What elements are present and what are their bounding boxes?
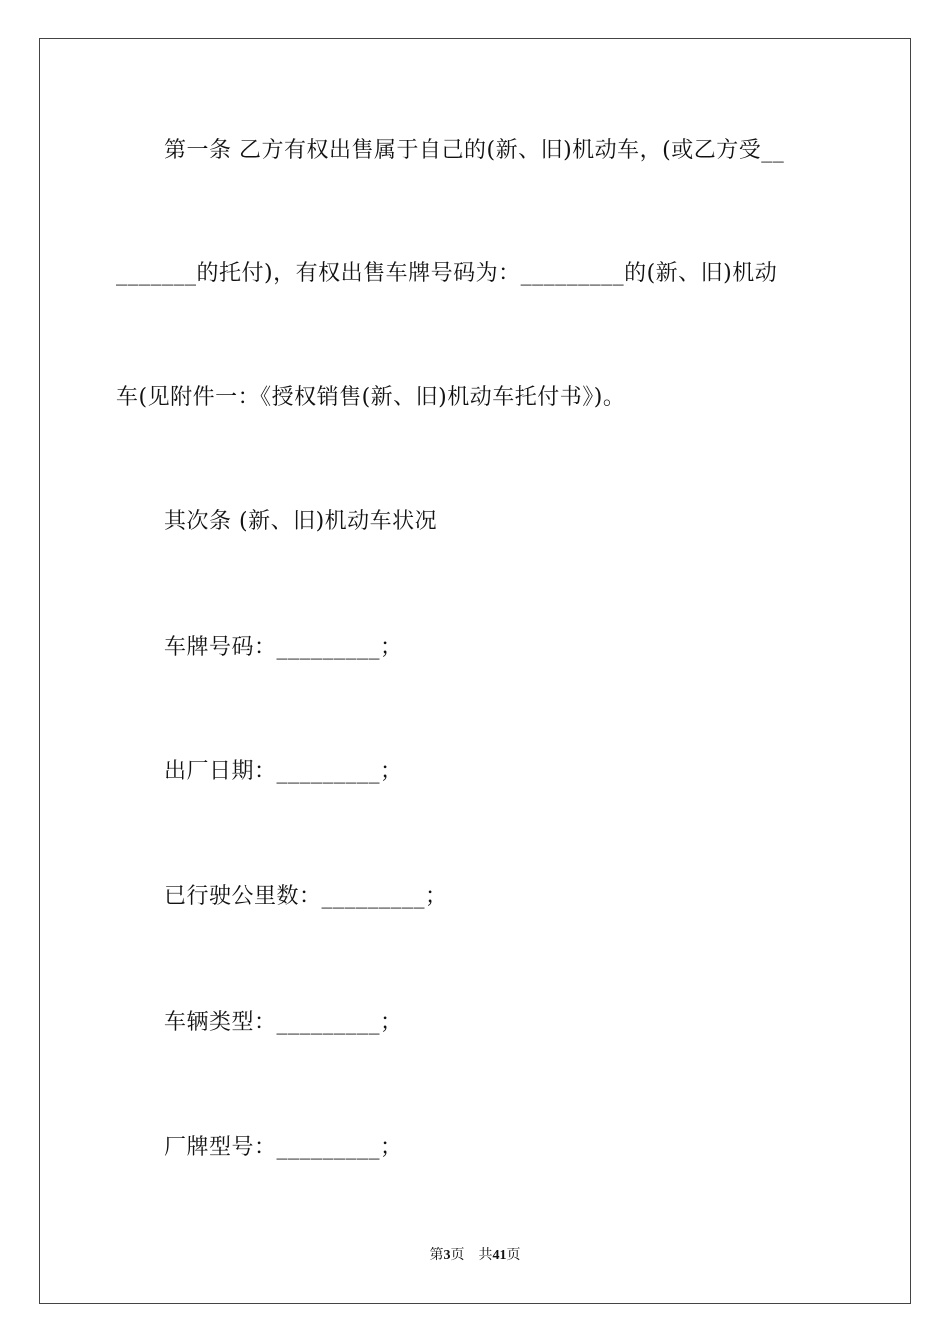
footer-total-pages: 41 bbox=[492, 1248, 507, 1263]
field-mileage: 已行驶公里数：_________； bbox=[164, 884, 448, 909]
field-manufacture-date: 出厂日期：_________； bbox=[164, 759, 403, 784]
field-vehicle-type: 车辆类型：_________； bbox=[164, 1010, 403, 1035]
article-1-line-1: 第一条 乙方有权出售属于自己的(新、旧)机动车，(或乙方受__ bbox=[164, 138, 785, 163]
footer-page-mid: 页 bbox=[450, 1248, 465, 1263]
field-plate-number: 车牌号码：_________； bbox=[164, 635, 403, 660]
article-1-line-3: 车(见附件一：《授权销售(新、旧)机动车托付书》)。 bbox=[116, 385, 626, 410]
footer-total-suffix: 页 bbox=[506, 1248, 521, 1263]
page-footer bbox=[0, 1246, 950, 1266]
field-brand-model: 厂牌型号：_________； bbox=[164, 1135, 403, 1160]
article-1-line-2: _______的托付)，有权出售车牌号码为：_________的(新、旧)机动 bbox=[116, 261, 778, 286]
footer-page-current: 3 bbox=[443, 1248, 451, 1263]
footer-total-prefix: 共 bbox=[478, 1248, 493, 1263]
article-2-heading: 其次条 (新、旧)机动车状况 bbox=[164, 509, 438, 534]
page-border bbox=[39, 38, 911, 1304]
footer-page-prefix: 第 bbox=[429, 1248, 444, 1263]
